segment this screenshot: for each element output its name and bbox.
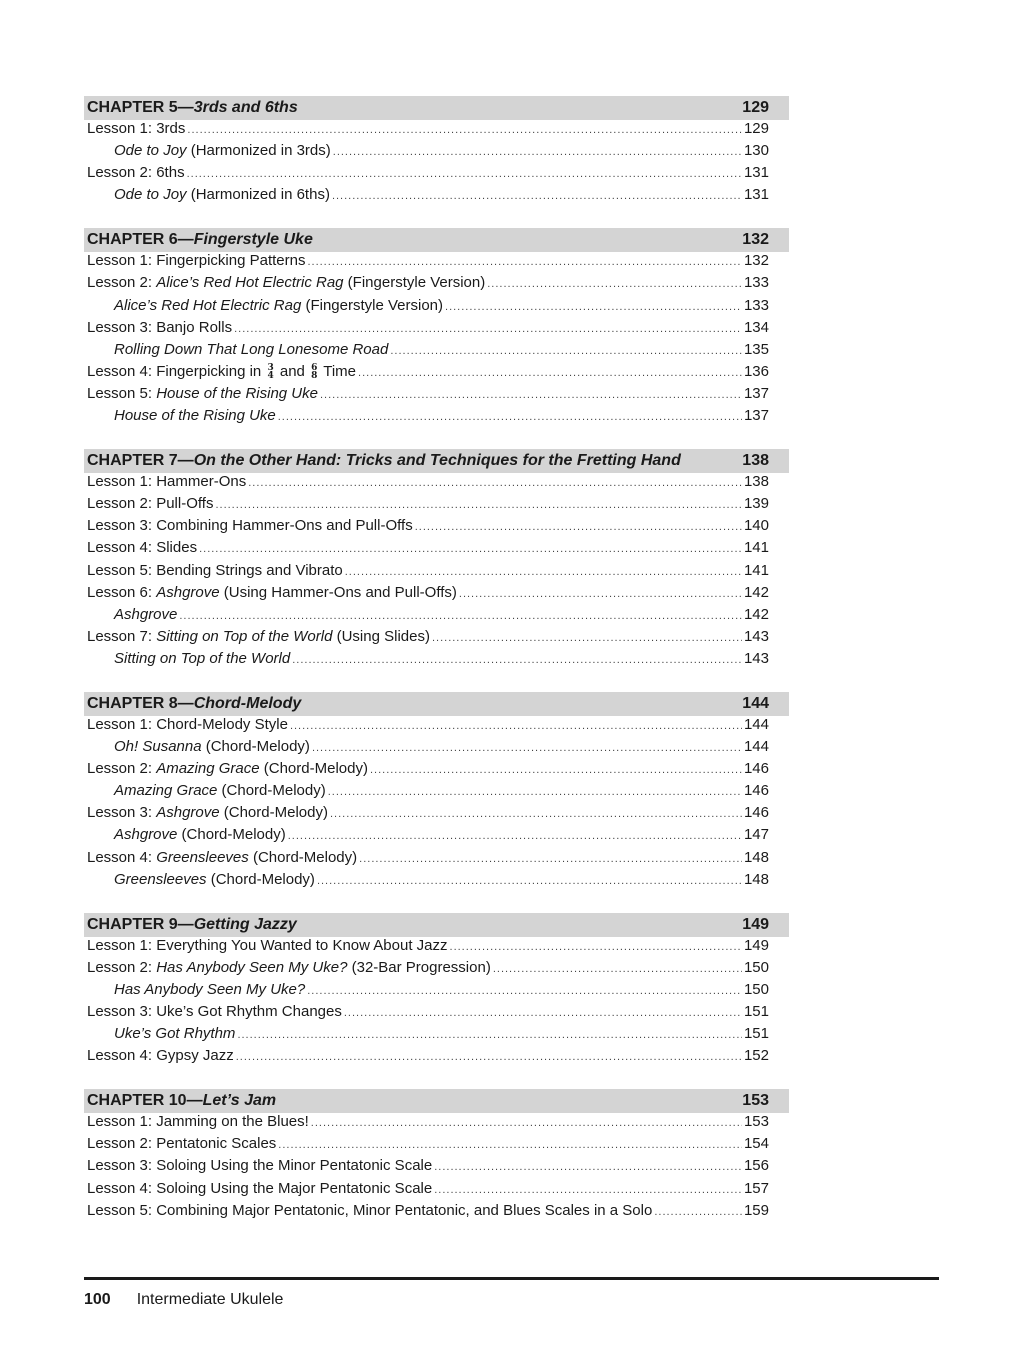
entry-label xyxy=(87,385,318,402)
entry-text: Lesson 1: Jamming on the Blues! xyxy=(87,1113,309,1131)
entry-italic-title: Ashgrove xyxy=(114,826,178,844)
toc-entry[interactable] xyxy=(84,628,789,650)
toc-entry[interactable] xyxy=(84,120,789,142)
toc-subentry[interactable] xyxy=(84,871,789,893)
chapter-title xyxy=(87,99,298,117)
dot-leader xyxy=(432,632,742,644)
entry-text-suffix: (Chord-Melody) xyxy=(206,870,315,888)
dot-leader xyxy=(278,411,742,423)
ts-joiner: and xyxy=(275,362,310,380)
toc-subentry[interactable] xyxy=(84,142,789,164)
entry-page: 146 xyxy=(743,804,769,822)
entry-text: Lesson 4: Soloing Using the Major Pentatonic Scale xyxy=(87,1179,433,1197)
entry-label xyxy=(87,164,185,181)
time-signature-3-4 xyxy=(267,364,273,380)
entry-label xyxy=(114,341,388,358)
entry-text: Lesson 2: 6ths xyxy=(87,164,185,182)
entry-page: 129 xyxy=(743,120,769,137)
toc-entry[interactable] xyxy=(84,319,789,341)
entry-text-suffix: (32-Bar Progression) xyxy=(347,958,491,976)
entry-page: 138 xyxy=(743,473,769,491)
toc-subentry[interactable] xyxy=(84,606,789,628)
entry-page: 134 xyxy=(743,318,769,336)
dot-leader xyxy=(434,1161,742,1173)
toc-entry[interactable] xyxy=(84,804,789,826)
dot-leader xyxy=(328,786,742,798)
entry-label xyxy=(87,937,448,954)
entry-text: Lesson 5: xyxy=(87,384,157,402)
entry-page: 159 xyxy=(743,1201,769,1219)
chapter-name: 3rds and 6ths xyxy=(193,99,298,116)
toc-subentry[interactable] xyxy=(84,297,789,319)
entry-italic-title: Amazing Grace xyxy=(156,760,260,778)
entry-page: 150 xyxy=(743,958,769,976)
entry-page: 130 xyxy=(743,142,769,160)
entry-page: 143 xyxy=(743,649,769,667)
entry-text-suffix: (Chord-Melody) xyxy=(217,782,326,800)
entry-page: 154 xyxy=(743,1135,769,1153)
entry-text: Lesson 2: xyxy=(87,958,157,976)
dot-leader xyxy=(236,1051,742,1063)
entry-label xyxy=(87,1202,652,1219)
dot-leader xyxy=(320,389,742,401)
dot-leader xyxy=(215,499,742,511)
toc-subentry[interactable] xyxy=(84,341,789,363)
chapter-section xyxy=(84,228,789,429)
entry-label xyxy=(114,606,177,623)
entry-label xyxy=(87,120,185,137)
page-footer xyxy=(84,1291,283,1309)
entry-italic-title: Sitting on Top of the World xyxy=(114,649,291,667)
dot-leader xyxy=(199,543,742,555)
dot-leader xyxy=(187,124,742,136)
entry-italic-title: Has Anybody Seen My Uke? xyxy=(114,980,306,998)
entry-italic-title: Ode to Joy xyxy=(114,186,187,204)
chapter-page: 149 xyxy=(742,915,769,933)
ts-bottom: 8 xyxy=(311,370,318,381)
toc-subentry[interactable] xyxy=(84,1025,789,1047)
toc-entry[interactable] xyxy=(84,584,789,606)
chapter-section xyxy=(84,1089,789,1223)
entry-label xyxy=(87,1135,276,1152)
entry-text: Lesson 1: Hammer-Ons xyxy=(87,473,247,491)
entry-page: 152 xyxy=(743,1047,769,1065)
entry-label xyxy=(87,1003,342,1020)
entry-text: Lesson 2: xyxy=(87,274,157,292)
entry-label xyxy=(87,804,328,821)
entry-label xyxy=(87,1180,432,1197)
entry-page: 142 xyxy=(743,583,769,601)
entry-label xyxy=(87,517,413,534)
entry-page: 147 xyxy=(743,826,769,844)
toc-subentry[interactable] xyxy=(84,738,789,760)
toc-entry[interactable] xyxy=(84,363,789,385)
dot-leader xyxy=(415,521,742,533)
chapter-page: 138 xyxy=(742,452,769,470)
entry-page: 146 xyxy=(743,782,769,800)
entry-text: Lesson 2: Pentatonic Scales xyxy=(87,1135,277,1153)
entry-label xyxy=(87,562,343,579)
dot-leader xyxy=(187,168,742,180)
chapter-label: CHAPTER 10— xyxy=(87,1092,203,1110)
chapter-name: Getting Jazzy xyxy=(193,915,297,933)
entry-text: Lesson 4: xyxy=(87,848,157,866)
entry-text: Lesson 2: Pull-Offs xyxy=(87,495,214,513)
entry-label xyxy=(87,539,197,556)
toc-entry[interactable] xyxy=(84,1047,789,1069)
entry-text-suffix: (Using Hammer-Ons and Pull-Offs) xyxy=(219,583,457,601)
dot-leader xyxy=(459,588,742,600)
toc-entry[interactable] xyxy=(84,539,789,561)
chapter-label: CHAPTER 5— xyxy=(87,99,194,116)
dot-leader xyxy=(344,1007,742,1019)
chapter-page: 129 xyxy=(742,99,769,116)
entry-label xyxy=(87,716,288,733)
entry-text: Lesson 4: Fingerpicking in xyxy=(87,362,266,380)
entry-italic-title: Greensleeves xyxy=(156,848,249,866)
toc-entry[interactable] xyxy=(84,1003,789,1025)
dot-leader xyxy=(312,742,742,754)
entry-text-suffix: (Chord-Melody) xyxy=(201,738,310,756)
toc-entry[interactable] xyxy=(84,1157,789,1179)
entry-text-suffix: (Harmonized in 3rds) xyxy=(186,142,331,160)
chapter-heading[interactable] xyxy=(84,913,789,937)
dot-leader xyxy=(292,654,742,666)
entry-text: Lesson 1: Fingerpicking Patterns xyxy=(87,252,306,270)
dot-leader xyxy=(654,1206,742,1218)
entry-italic-title: Ashgrove xyxy=(156,804,220,822)
entry-page: 141 xyxy=(743,561,769,579)
entry-label xyxy=(87,760,368,777)
dot-leader xyxy=(370,764,742,776)
entry-page: 133 xyxy=(743,274,769,292)
entry-italic-title: Sitting on Top of the World xyxy=(156,627,333,645)
entry-text: Lesson 7: xyxy=(87,627,157,645)
entry-text: Lesson 6: xyxy=(87,583,157,601)
entry-text: Lesson 2: xyxy=(87,760,157,778)
toc-subentry[interactable] xyxy=(84,407,789,429)
dot-leader xyxy=(288,830,742,842)
entry-text-suffix: (Fingerstyle Version) xyxy=(343,274,486,292)
entry-page: 149 xyxy=(743,936,769,954)
dot-leader xyxy=(434,1184,742,1196)
footer-rule xyxy=(84,1277,939,1280)
entry-page: 151 xyxy=(743,1003,769,1020)
entry-italic-title: Amazing Grace xyxy=(114,782,218,800)
chapter-section xyxy=(84,449,789,672)
entry-italic-title: Oh! Susanna xyxy=(114,738,202,756)
time-signature-6-8 xyxy=(311,364,317,380)
chapter-page: 153 xyxy=(742,1092,769,1110)
entry-page: 131 xyxy=(743,164,769,182)
toc-entry[interactable] xyxy=(84,385,789,407)
entry-italic-title: Greensleeves xyxy=(114,870,207,888)
entry-text: Lesson 4: Slides xyxy=(87,539,198,557)
entry-page: 143 xyxy=(743,627,769,645)
chapter-title xyxy=(87,916,297,934)
entry-label xyxy=(87,363,356,380)
entry-italic-title: House of the Rising Uke xyxy=(156,384,318,402)
dot-leader xyxy=(317,875,742,887)
entry-page: 157 xyxy=(743,1179,769,1197)
dot-leader xyxy=(332,190,742,202)
dot-leader xyxy=(290,720,742,732)
toc-entry[interactable] xyxy=(84,274,789,296)
entry-label xyxy=(114,407,276,424)
chapter-name: Fingerstyle Uke xyxy=(193,231,313,249)
toc-entry[interactable] xyxy=(84,1202,789,1224)
entry-label xyxy=(87,628,430,645)
toc-entry[interactable] xyxy=(84,937,789,959)
entry-page: 137 xyxy=(743,407,769,425)
entry-page: 140 xyxy=(743,517,769,535)
entry-page: 132 xyxy=(743,252,769,270)
entry-text: Lesson 3: Banjo Rolls xyxy=(87,318,233,336)
entry-label xyxy=(87,1157,432,1174)
entry-page: 148 xyxy=(743,870,769,888)
book-title: Intermediate Ukulele xyxy=(136,1291,284,1308)
toc-subentry[interactable] xyxy=(84,826,789,848)
toc-entry[interactable] xyxy=(84,473,789,495)
entry-text-suffix: (Chord-Melody) xyxy=(248,848,358,866)
entry-text: Lesson 1: Everything You Wanted to Know About Jazz xyxy=(87,936,448,954)
entry-italic-title: Has Anybody Seen My Uke? xyxy=(156,958,348,976)
entry-text-suffix: (Chord-Melody) xyxy=(219,804,328,822)
entry-text: Lesson 1: Chord-Melody Style xyxy=(87,715,288,733)
entry-label xyxy=(114,297,443,314)
chapter-heading[interactable] xyxy=(84,449,789,473)
chapter-title xyxy=(87,695,301,713)
dot-leader xyxy=(390,345,742,357)
ts-top: 3 xyxy=(267,362,274,373)
entry-text-suffix: (Fingerstyle Version) xyxy=(301,296,444,314)
entry-italic-title: Ashgrove xyxy=(156,583,220,601)
entry-page: 137 xyxy=(743,384,769,402)
chapter-section xyxy=(84,692,789,893)
entry-text: Lesson 5: Combining Major Pentatonic, Minor Pentatonic, and Blues Scales in a Solo xyxy=(87,1201,653,1219)
entry-text: Lesson 5: Bending Strings and Vibrato xyxy=(87,561,343,579)
chapter-page: 144 xyxy=(742,694,769,712)
entry-page: 133 xyxy=(743,296,769,314)
entry-label xyxy=(114,871,315,888)
ts-top: 6 xyxy=(311,362,318,373)
chapter-heading[interactable] xyxy=(84,1089,789,1113)
entry-text-suffix: (Chord-Melody) xyxy=(177,826,286,844)
chapter-label: CHAPTER 9— xyxy=(87,915,194,933)
toc-entry[interactable] xyxy=(84,562,789,584)
toc-entry[interactable] xyxy=(84,1180,789,1202)
dot-leader xyxy=(450,941,742,953)
dot-leader xyxy=(237,1029,742,1041)
entry-label xyxy=(114,782,326,799)
entry-italic-title: Ashgrove xyxy=(114,605,178,623)
entry-text-suffix: (Harmonized in 6ths) xyxy=(186,186,330,204)
toc-entry[interactable] xyxy=(84,252,789,274)
entry-page: 153 xyxy=(743,1113,769,1131)
entry-page: 136 xyxy=(743,362,769,380)
entry-label xyxy=(114,142,331,159)
entry-page: 150 xyxy=(743,980,769,998)
entry-page: 141 xyxy=(743,539,769,557)
toc-subentry[interactable] xyxy=(84,650,789,672)
chapter-label: CHAPTER 6— xyxy=(87,231,194,249)
dot-leader xyxy=(445,301,742,313)
toc-subentry[interactable] xyxy=(84,782,789,804)
entry-italic-title: Ode to Joy xyxy=(114,142,187,160)
entry-italic-title: Uke’s Got Rhythm xyxy=(114,1025,236,1043)
entry-italic-title: Alice’s Red Hot Electric Rag xyxy=(156,274,344,292)
entry-label xyxy=(87,959,491,976)
entry-label xyxy=(87,473,246,490)
dot-leader xyxy=(307,256,742,268)
toc-entry[interactable] xyxy=(84,495,789,517)
entry-italic-title: Rolling Down That Long Lonesome Road xyxy=(114,340,389,358)
entry-page: 151 xyxy=(743,1025,769,1043)
chapter-title xyxy=(87,1092,276,1110)
chapter-name: Chord-Melody xyxy=(193,694,302,712)
entry-italic-title: House of the Rising Uke xyxy=(114,407,276,425)
toc-entry[interactable] xyxy=(84,1113,789,1135)
chapter-section xyxy=(84,913,789,1070)
entry-label xyxy=(87,1113,309,1130)
chapter-label: CHAPTER 8— xyxy=(87,694,194,712)
table-of-contents xyxy=(84,96,789,1244)
entry-page: 146 xyxy=(743,760,769,778)
chapter-page: 132 xyxy=(742,231,769,249)
toc-subentry[interactable] xyxy=(84,186,789,208)
toc-entry[interactable] xyxy=(84,716,789,738)
toc-entry[interactable] xyxy=(84,760,789,782)
page-number: 100 xyxy=(84,1291,111,1308)
entry-page: 131 xyxy=(743,186,769,204)
entry-text: Lesson 3: Combining Hammer-Ons and Pull-Offs xyxy=(87,517,413,535)
chapter-section xyxy=(84,96,789,208)
entry-page: 156 xyxy=(743,1157,769,1175)
entry-text: Lesson 3: Soloing Using the Minor Pentatonic Scale xyxy=(87,1157,433,1175)
ts-after: Time xyxy=(319,362,357,380)
entry-text: Lesson 3: xyxy=(87,804,157,822)
toc-entry[interactable] xyxy=(84,517,789,539)
chapter-heading[interactable] xyxy=(84,692,789,716)
dot-leader xyxy=(333,146,742,158)
dot-leader xyxy=(307,985,742,997)
entry-label xyxy=(114,738,310,755)
entry-label xyxy=(114,650,290,667)
entry-label xyxy=(87,584,457,601)
dot-leader xyxy=(179,610,742,622)
entry-label xyxy=(87,1047,234,1064)
toc-entry[interactable] xyxy=(84,959,789,981)
chapter-title xyxy=(87,452,681,470)
entry-label xyxy=(87,495,213,512)
entry-page: 139 xyxy=(743,495,769,513)
toc-entry[interactable] xyxy=(84,164,789,186)
dot-leader xyxy=(234,323,742,335)
entry-page: 144 xyxy=(743,715,769,733)
entry-text: Lesson 1: 3rds xyxy=(87,120,186,137)
chapter-name: On the Other Hand: Tricks and Techniques for the Fretting Hand xyxy=(193,452,681,470)
entry-page: 144 xyxy=(743,738,769,756)
entry-label xyxy=(114,826,286,843)
entry-text: Lesson 4: Gypsy Jazz xyxy=(87,1047,234,1065)
entry-text-suffix: (Using Slides) xyxy=(332,627,430,645)
dot-leader xyxy=(330,808,742,820)
chapter-heading[interactable] xyxy=(84,96,789,120)
entry-label xyxy=(87,849,357,866)
entry-label xyxy=(114,186,330,203)
ts-bottom: 4 xyxy=(267,370,274,381)
dot-leader xyxy=(248,477,742,489)
dot-leader xyxy=(487,278,742,290)
entry-label xyxy=(87,274,485,291)
dot-leader xyxy=(278,1139,742,1151)
dot-leader xyxy=(358,367,742,379)
chapter-label: CHAPTER 7— xyxy=(87,452,194,470)
entry-text: Lesson 3: Uke’s Got Rhythm Changes xyxy=(87,1003,342,1020)
entry-text-suffix: (Chord-Melody) xyxy=(259,760,368,778)
entry-label xyxy=(87,319,232,336)
dot-leader xyxy=(311,1117,742,1129)
chapter-name: Let’s Jam xyxy=(202,1092,277,1110)
dot-leader xyxy=(493,963,742,975)
entry-label xyxy=(114,1025,235,1042)
toc-entry[interactable] xyxy=(84,849,789,871)
entry-page: 148 xyxy=(743,848,769,866)
dot-leader xyxy=(359,853,742,865)
entry-label xyxy=(87,252,305,269)
dot-leader xyxy=(345,566,742,578)
toc-subentry[interactable] xyxy=(84,981,789,1003)
chapter-title xyxy=(87,231,313,249)
entry-label xyxy=(114,981,305,998)
entry-page: 142 xyxy=(743,605,769,623)
entry-page: 135 xyxy=(743,340,769,358)
entry-italic-title: Alice’s Red Hot Electric Rag xyxy=(114,296,302,314)
toc-entry[interactable] xyxy=(84,1135,789,1157)
chapter-heading[interactable] xyxy=(84,228,789,252)
